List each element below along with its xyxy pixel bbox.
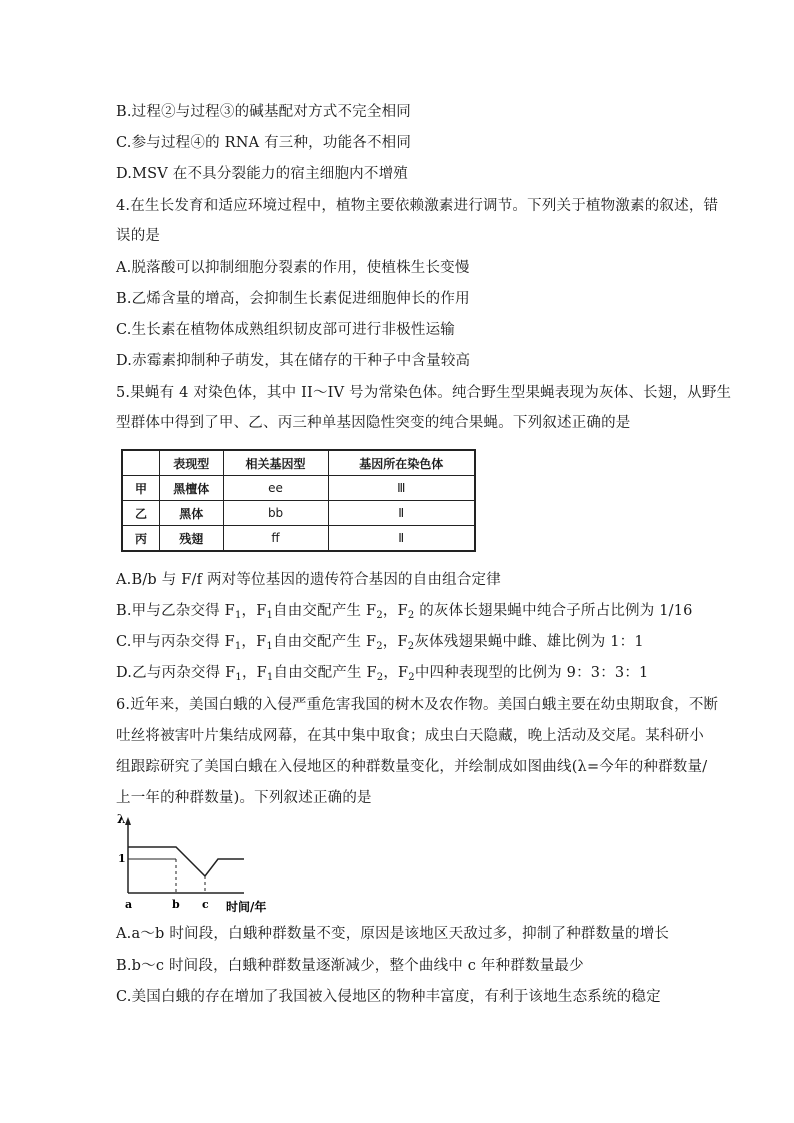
q5-stem-line-1: 5.果蝇有 4 对染色体，其中 II～IV 号为常染色体。纯合野生型果蝇表现为灰体、长翅，从野生 [116, 385, 732, 401]
q6-option-c: C.美国白蛾的存在增加了我国被入侵地区的物种丰富度，有利于该地生态系统的稳定 [116, 989, 661, 1005]
q5-option-b [116, 601, 693, 626]
q5-option-c [116, 632, 644, 657]
q6-stem-line-2: 吐丝将被害叶片集结成网幕，在其中集中取食；成虫白天隐藏，晚上活动及交尾。某科研小 [116, 728, 704, 744]
subscript: 1 [266, 610, 274, 621]
subscript: 1 [235, 672, 242, 683]
q6-stem-line-1: 6.近年来，美国白蛾的入侵严重危害我国的树木及农作物。美国白蛾主要在幼虫期取食，不断 [116, 697, 719, 713]
subscript: 2 [407, 610, 415, 621]
table-cell: Ⅱ [328, 501, 475, 526]
text-segment: 自由交配产生 F [273, 665, 377, 681]
q4-stem-line-1: 4.在生长发育和适应环境过程中，植物主要依赖激素进行调节。下列关于植物激素的叙述，错 [116, 198, 719, 214]
q4-option-a: A.脱落酸可以抑制细胞分裂素的作用，使植株生长变慢 [116, 260, 470, 276]
table-header-cell [122, 450, 160, 476]
text-segment: C.甲与丙杂交得 F [116, 634, 235, 650]
table-cell: Ⅲ [328, 476, 475, 501]
q3-option-b: B.过程②与过程③的碱基配对方式不完全相同 [116, 104, 411, 120]
table-cell: 甲 [122, 476, 160, 501]
q3-option-d: D.MSV 在不具分裂能力的宿主细胞内不增殖 [116, 166, 408, 182]
q4-stem-line-2: 误的是 [116, 228, 161, 244]
y-axis-label: λ [117, 813, 126, 826]
x-axis-label: 时间/年 [226, 900, 267, 914]
q5-option-d [116, 663, 648, 688]
subscript: 2 [376, 672, 384, 683]
table-cell: bb [223, 501, 328, 526]
text-segment: B.甲与乙杂交得 F [116, 603, 235, 619]
text-segment: ，F [241, 634, 267, 650]
x-tick-label-c: c [202, 898, 209, 911]
table-header-cell: 相关基因型 [223, 450, 328, 476]
q5-option-a: A.B/b 与 F/f 两对等位基因的遗传符合基因的自由组合定律 [116, 572, 501, 588]
text-segment: ，F [382, 634, 408, 650]
text-segment: 中四种表现型的比例为 9：3：3：1 [414, 665, 649, 681]
text-segment: ，F [382, 603, 408, 619]
table-cell: ff [223, 526, 328, 552]
q3-option-c: C.参与过程④的 RNA 有三种，功能各不相同 [116, 135, 412, 151]
x-tick-label-b: b [172, 898, 180, 911]
table-cell: 乙 [122, 501, 160, 526]
q4-option-b: B.乙烯含量的增高，会抑制生长素促进细胞伸长的作用 [116, 291, 470, 307]
table-cell: 黑檀体 [160, 476, 224, 501]
q4-option-c: C.生长素在植物体成熟组织韧皮部可进行非极性运输 [116, 322, 455, 338]
table-cell: 残翅 [160, 526, 224, 552]
table-header-cell: 基因所在染色体 [328, 450, 475, 476]
q6-option-b: B.b～c 时间段，白蛾种群数量逐渐减少，整个曲线中 c 年种群数量最少 [116, 958, 584, 974]
text-segment: 自由交配产生 F [272, 634, 377, 650]
q5-stem-line-2: 型群体中得到了甲、乙、丙三种单基因隐性突变的纯合果蝇。下列叙述正确的是 [116, 415, 631, 431]
subscript: 1 [266, 672, 274, 683]
table-cell: Ⅱ [328, 526, 475, 552]
subscript: 2 [376, 610, 383, 621]
text-segment: 灰体残翅果蝇中雌、雄比例为 1：1 [414, 634, 644, 650]
text-segment: D.乙与丙杂交得 F [116, 665, 236, 681]
subscript: 1 [234, 610, 242, 621]
lambda-chart [116, 813, 296, 921]
y-axis-arrow [125, 817, 131, 825]
table-row [122, 476, 475, 501]
table-cell: 丙 [122, 526, 160, 552]
q6-stem-line-4: 上一年的种群数量)。下列叙述正确的是 [116, 790, 372, 806]
q6-option-a: A.a～b 时间段，白蛾种群数量不变，原因是该地区天敌过多，抑制了种群数量的增长 [116, 926, 670, 942]
gene-table [121, 449, 476, 552]
q4-option-d: D.赤霉素抑制种子萌发，其在储存的干种子中含量较高 [116, 353, 471, 369]
subscript: 2 [376, 641, 383, 652]
subscript: 2 [407, 641, 415, 652]
subscript: 2 [408, 672, 415, 683]
table-header-row [122, 450, 475, 476]
text-segment: 的灰体长翅果蝇中纯合子所占比例为 1/16 [414, 603, 693, 619]
q6-stem-line-3: 组跟踪研究了美国白蛾在入侵地区的种群数量变化，并绘制成如图曲线(λ=今年的种群数量/ [116, 759, 708, 775]
text-segment: ，F [241, 665, 267, 681]
subscript: 1 [234, 641, 242, 652]
text-segment: 自由交配产生 F [273, 603, 377, 619]
table-header-cell: 表现型 [160, 450, 224, 476]
table-cell: ee [223, 476, 328, 501]
y-tick-label: 1 [118, 852, 126, 865]
subscript: 1 [266, 641, 273, 652]
table-cell: 黑体 [160, 501, 224, 526]
x-tick-label-a: a [125, 898, 133, 911]
lambda-curve [128, 847, 244, 876]
text-segment: ，F [383, 665, 409, 681]
text-segment: ，F [241, 603, 267, 619]
table-row [122, 501, 475, 526]
table-row [122, 526, 475, 552]
